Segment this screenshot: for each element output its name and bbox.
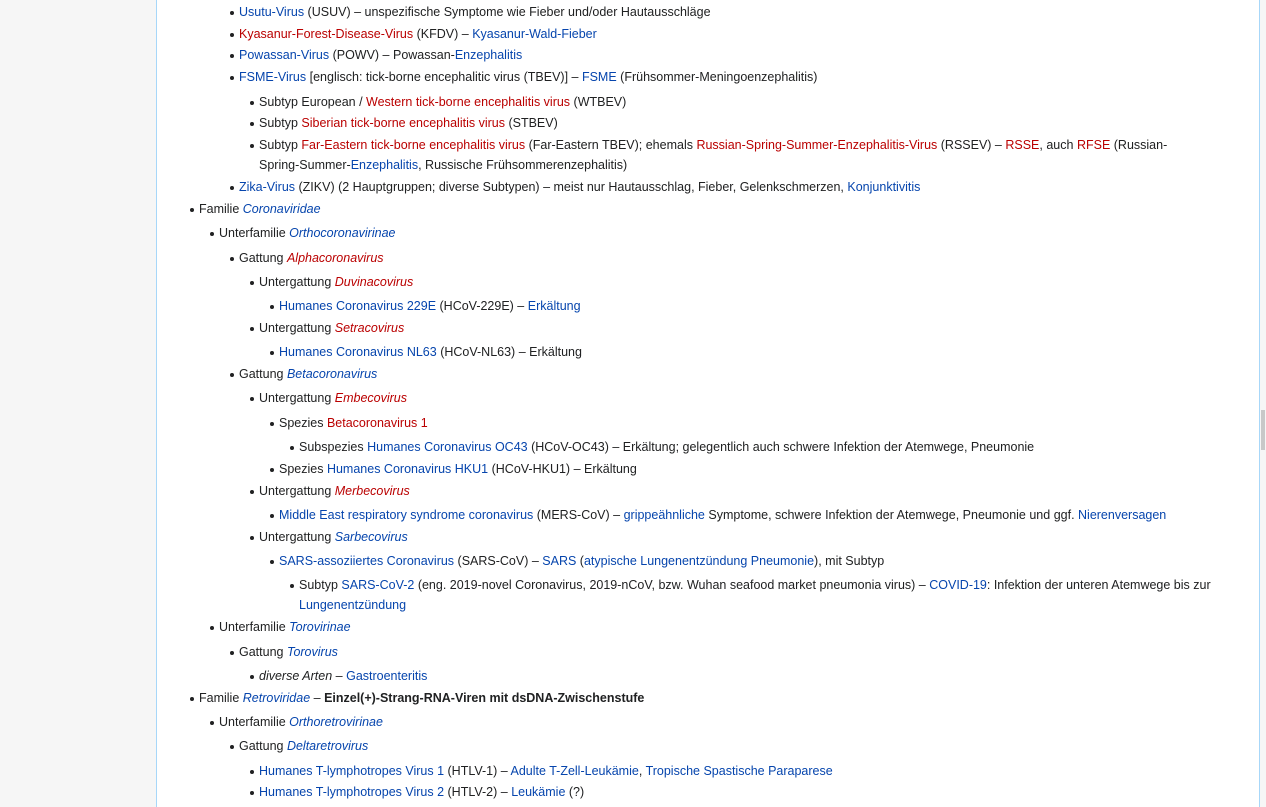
list-text: (WTBEV) xyxy=(570,95,627,109)
list-text: Unterfamilie xyxy=(219,620,290,634)
bullet-icon xyxy=(250,122,254,126)
list-text: Untergattung xyxy=(259,321,335,335)
list-text: ( xyxy=(576,554,584,568)
wiki-link[interactable]: Siberian tick-borne encephalitis virus xyxy=(301,116,505,130)
wiki-link[interactable]: Betacoronavirus 1 xyxy=(326,416,428,430)
bullet-icon xyxy=(250,791,254,795)
list-text: Subtyp xyxy=(299,578,342,592)
wiki-link[interactable]: Gastroenteritis xyxy=(346,669,428,683)
list-text: Unterfamilie xyxy=(219,226,290,240)
list-item xyxy=(259,93,626,111)
list-item xyxy=(239,68,817,86)
wiki-link[interactable]: FSME xyxy=(581,70,617,84)
list-text: Symptome, schwere Infektion der Atemwege, Pneumonie und ggf. xyxy=(704,508,1079,522)
list-item xyxy=(259,482,410,500)
list-item xyxy=(239,643,338,661)
bullet-icon xyxy=(230,33,234,37)
list-text: (STBEV) xyxy=(504,116,558,130)
wiki-link[interactable]: Nierenversagen xyxy=(1078,508,1167,522)
list-text: Untergattung xyxy=(259,530,335,544)
list-text: (HTLV-1) – xyxy=(444,764,511,778)
bullet-icon xyxy=(290,446,294,450)
list-item xyxy=(299,596,406,614)
wiki-link[interactable]: Coronaviridae xyxy=(242,202,321,216)
bullet-icon xyxy=(250,101,254,105)
bullet-icon xyxy=(250,281,254,285)
wiki-link[interactable]: Duvinacovirus xyxy=(334,275,414,289)
bullet-icon xyxy=(250,536,254,540)
wiki-link[interactable]: Kyasanur-Forest-Disease-Virus xyxy=(239,27,414,41)
list-text: – xyxy=(332,669,347,683)
list-item xyxy=(239,365,377,383)
bullet-icon xyxy=(250,397,254,401)
list-text: , Russische Frühsommerenzephalitis) xyxy=(418,158,628,172)
list-item xyxy=(259,114,558,132)
list-text: (KFDV) – xyxy=(413,27,473,41)
list-text: (Russian- xyxy=(1110,138,1168,152)
list-text: Subtyp xyxy=(259,116,302,130)
list-text: (eng. 2019-novel Coronavirus, 2019-nCoV, bzw. Wuhan seafood market pneumonia virus) – xyxy=(414,578,930,592)
list-item xyxy=(239,25,597,43)
list-text: diverse Arten xyxy=(259,669,333,683)
wiki-link[interactable]: Humanes Coronavirus OC43 xyxy=(367,440,528,454)
bullet-icon xyxy=(270,514,274,518)
list-text: Untergattung xyxy=(259,275,335,289)
list-text: [englisch: tick-borne encephalitic virus (TBEV)] – xyxy=(306,70,582,84)
wiki-link[interactable]: RSSE xyxy=(1005,138,1040,152)
list-item xyxy=(259,762,833,780)
list-item xyxy=(239,737,368,755)
bullet-icon xyxy=(250,770,254,774)
list-text: (HCoV-HKU1) – Erkältung xyxy=(488,462,637,476)
scrollbar-thumb[interactable] xyxy=(1261,410,1265,450)
wiki-link[interactable]: Setracovirus xyxy=(334,321,405,335)
wiki-link[interactable]: FSME-Virus xyxy=(239,70,307,84)
wiki-link[interactable]: Betacoronavirus xyxy=(286,367,378,381)
bullet-icon xyxy=(250,490,254,494)
wiki-link[interactable]: Lungenentzündung xyxy=(299,598,407,612)
wiki-link[interactable]: Russian-Spring-Summer-Enzephalitis-Virus xyxy=(696,138,938,152)
wiki-link[interactable]: RFSE xyxy=(1076,138,1111,152)
bullet-icon xyxy=(210,626,214,630)
bullet-icon xyxy=(270,422,274,426)
list-text: (?) xyxy=(565,785,585,799)
wiki-link[interactable]: SARS-assoziiertes Coronavirus xyxy=(279,554,455,568)
list-text: Familie xyxy=(199,691,243,705)
bullet-icon xyxy=(250,675,254,679)
bullet-icon xyxy=(250,327,254,331)
list-item xyxy=(259,136,1167,154)
list-item xyxy=(199,689,644,707)
list-item xyxy=(239,249,384,267)
wiki-link[interactable]: Retroviridae xyxy=(242,691,311,705)
wiki-link[interactable]: Powassan-Virus xyxy=(239,48,330,62)
wiki-link[interactable]: Western tick-borne encephalitis virus xyxy=(366,95,571,109)
bullet-icon xyxy=(230,11,234,15)
wiki-link[interactable]: Humanes T-lymphotropes Virus 1 xyxy=(259,764,445,778)
list-item xyxy=(259,528,408,546)
bullet-icon xyxy=(270,560,274,564)
list-item xyxy=(279,460,637,478)
list-text: Gattung xyxy=(239,251,287,265)
list-text: (ZIKV) (2 Hauptgruppen; diverse Subtypen) – meist nur Hautausschlag, Fieber, Gelenkschmerzen, xyxy=(295,180,848,194)
bullet-icon xyxy=(230,745,234,749)
wiki-link[interactable]: COVID-19 xyxy=(929,578,987,592)
list-item xyxy=(259,783,584,801)
wiki-link[interactable]: Enzephalitis xyxy=(350,158,419,172)
bullet-icon xyxy=(270,305,274,309)
bullet-icon xyxy=(230,76,234,80)
list-item xyxy=(239,3,711,21)
list-text: – xyxy=(310,691,325,705)
list-text: ), mit Subtyp xyxy=(814,554,885,568)
bullet-icon xyxy=(270,468,274,472)
bullet-icon xyxy=(230,651,234,655)
list-item xyxy=(239,46,522,64)
wiki-link[interactable]: Erkältung xyxy=(527,299,581,313)
wiki-link[interactable]: Konjunktivitis xyxy=(847,180,921,194)
wiki-link[interactable]: Humanes T-lymphotropes Virus 2 xyxy=(259,785,445,799)
list-item xyxy=(299,576,1211,594)
list-text: , auch xyxy=(1039,138,1077,152)
wiki-link[interactable]: Far-Eastern tick-borne encephalitis virus xyxy=(301,138,526,152)
wiki-link[interactable]: SARS-CoV-2 xyxy=(341,578,415,592)
list-text: (USUV) – unspezifische Symptome wie Fieber und/oder Hautausschläge xyxy=(304,5,711,19)
bullet-icon xyxy=(290,584,294,588)
article-content xyxy=(156,0,1260,807)
wiki-link[interactable]: Humanes Coronavirus HKU1 xyxy=(326,462,489,476)
list-text: (SARS-CoV) – xyxy=(454,554,543,568)
wiki-link[interactable]: Enzephalitis xyxy=(454,48,523,62)
wiki-link[interactable]: Tropische Spastische Paraparese xyxy=(645,764,833,778)
list-item xyxy=(279,414,428,432)
list-text: : Infektion der unteren Atemwege bis zur xyxy=(986,578,1211,592)
wiki-link[interactable]: Sarbecovirus xyxy=(334,530,408,544)
list-item xyxy=(259,667,427,685)
list-item xyxy=(279,297,581,315)
wiki-link[interactable]: Kyasanur-Wald-Fieber xyxy=(472,27,597,41)
wiki-link[interactable]: Merbecovirus xyxy=(334,484,410,498)
list-text: Untergattung xyxy=(259,484,335,498)
bullet-icon xyxy=(250,144,254,148)
wiki-link[interactable]: Embecovirus xyxy=(334,391,407,405)
list-text: Spezies xyxy=(279,416,327,430)
bullet-icon xyxy=(190,697,194,701)
bullet-icon xyxy=(210,721,214,725)
list-text: Spezies xyxy=(279,462,327,476)
list-text: Unterfamilie xyxy=(219,715,290,729)
list-item xyxy=(279,506,1166,524)
list-item xyxy=(219,224,395,242)
list-text: (HCoV-OC43) – Erkältung; gelegentlich auch schwere Infektion der Atemwege, Pneumonie xyxy=(527,440,1035,454)
bullet-icon xyxy=(210,232,214,236)
list-text: Subtyp European / xyxy=(259,95,367,109)
list-text: (POWV) – Powassan- xyxy=(329,48,455,62)
list-text: Gattung xyxy=(239,645,287,659)
list-text: Gattung xyxy=(239,739,287,753)
wiki-link[interactable]: SARS xyxy=(542,554,577,568)
list-text: (HCoV-NL63) – Erkältung xyxy=(436,345,582,359)
bullet-icon xyxy=(230,54,234,58)
wiki-link[interactable]: Humanes Coronavirus 229E xyxy=(279,299,437,313)
bullet-icon xyxy=(230,373,234,377)
wiki-link[interactable]: Orthoretrovirinae xyxy=(289,715,383,729)
list-item xyxy=(259,273,413,291)
list-text: (HTLV-2) – xyxy=(444,785,512,799)
list-text: Einzel(+)-Strang-RNA-Viren mit dsDNA-Zwischenstufe xyxy=(324,691,645,705)
list-item xyxy=(219,713,383,731)
bullet-icon xyxy=(270,351,274,355)
list-text: Gattung xyxy=(239,367,287,381)
list-item xyxy=(199,200,321,218)
list-item xyxy=(299,438,1034,456)
wiki-link[interactable]: Leukämie xyxy=(511,785,566,799)
bullet-icon xyxy=(230,257,234,261)
list-item xyxy=(239,178,920,196)
list-text: (MERS-CoV) – xyxy=(533,508,624,522)
wiki-link[interactable]: Deltaretrovirus xyxy=(286,739,369,753)
wiki-link[interactable]: grippeähnliche xyxy=(623,508,705,522)
wiki-link[interactable]: Alphacoronavirus xyxy=(286,251,384,265)
list-item xyxy=(279,552,884,570)
list-text: Familie xyxy=(199,202,243,216)
list-text: Subtyp xyxy=(259,138,302,152)
wiki-link[interactable]: Pneumonie xyxy=(750,554,815,568)
wiki-link[interactable]: Middle East respiratory syndrome coronavirus xyxy=(279,508,534,522)
list-item xyxy=(279,343,582,361)
list-text: (Far-Eastern TBEV); ehemals xyxy=(525,138,697,152)
list-item xyxy=(259,156,627,174)
wiki-link[interactable]: Usutu-Virus xyxy=(239,5,305,19)
wiki-link[interactable]: Torovirus xyxy=(286,645,338,659)
wiki-link[interactable]: atypische Lungenentzündung xyxy=(583,554,748,568)
wiki-link[interactable]: Orthocoronavirinae xyxy=(289,226,396,240)
list-text: Spring-Summer- xyxy=(259,158,351,172)
list-text: (RSSEV) – xyxy=(937,138,1006,152)
content-border xyxy=(1259,0,1260,807)
list-text: (HCoV-229E) – xyxy=(436,299,528,313)
bullet-icon xyxy=(190,208,194,212)
wiki-link[interactable]: Humanes Coronavirus NL63 xyxy=(279,345,437,359)
list-text: Subspezies xyxy=(299,440,368,454)
wiki-link[interactable]: Torovirinae xyxy=(289,620,351,634)
list-text: (Frühsommer-Meningoenzephalitis) xyxy=(616,70,818,84)
list-item xyxy=(259,389,407,407)
list-text: , xyxy=(638,764,646,778)
wiki-link[interactable]: Zika-Virus xyxy=(239,180,296,194)
wiki-link[interactable]: Adulte T-Zell-Leukämie xyxy=(510,764,639,778)
bullet-icon xyxy=(230,186,234,190)
list-text: Untergattung xyxy=(259,391,335,405)
list-item xyxy=(259,319,404,337)
list-item xyxy=(219,618,351,636)
